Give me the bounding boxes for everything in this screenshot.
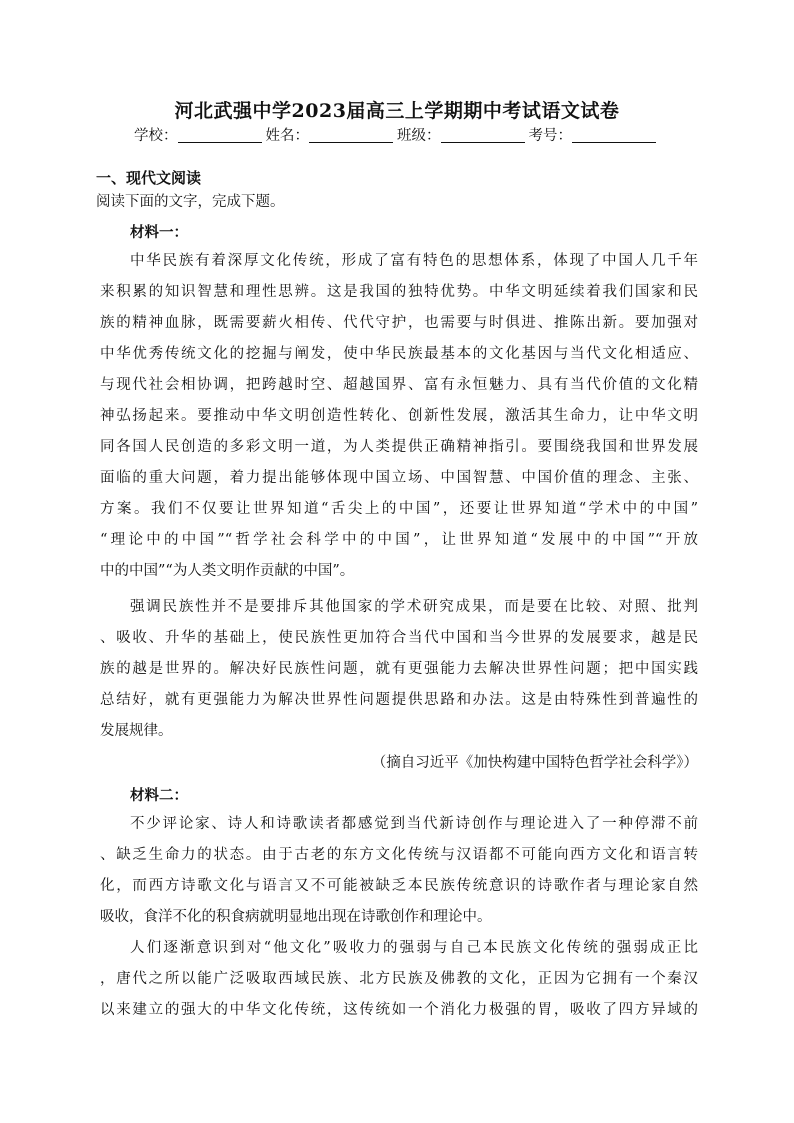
paragraph-line: 面临的重大问题，着力提出能够体现中国立场、中国智慧、中国价值的理念、主张、 [100,470,698,486]
paragraph-line: “理论中的中国”“哲学社会科学中的中国”，让世界知道“发展中的中国”“开放 [100,532,698,548]
class-blank[interactable] [441,128,525,143]
school-label: 学校： [134,128,178,144]
class-label: 班级： [397,128,441,144]
paragraph-line: 总结好，就有更强能力为解决世界性问题提供思路和办法。这是由特殊性到普遍性的 [100,692,698,708]
paragraph-line: 强调民族性并不是要排斥其他国家的学术研究成果，而是要在比较、对照、批判 [130,599,698,615]
paragraph-line: 不少评论家、诗人和诗歌读者都感觉到当代新诗创作与理论进入了一种停滞不前 [130,816,698,832]
citation: （摘自习近平《加快构建中国特色哲学社会科学》） [371,755,698,771]
paragraph-line: 族的越是世界的。解决好民族性问题，就有更强能力去解决世界性问题；把中国实践 [100,661,698,677]
instruction-text: 阅读下面的文字，完成下题。 [96,194,285,210]
paragraph-line: 来积累的知识智慧和理性思辨。这是我国的独特优势。中华文明延续着我们国家和民 [100,284,698,300]
paragraph-line: 中华民族有着深厚文化传统，形成了富有特色的思想体系，体现了中国人几千年 [130,253,698,269]
name-blank[interactable] [309,128,393,143]
paragraph-line: 吸收，食洋不化的积食病就明显地出现在诗歌创作和理论中。 [100,909,492,925]
exam-no-label: 考号： [528,128,572,144]
paragraph-line: 族的精神血脉，既需要薪火相传、代代守护，也需要与时俱进、推陈出新。要加强对 [100,315,698,331]
exam-no-blank[interactable] [572,128,656,143]
paragraph-line: 以来建立的强大的中华文化传统，这传统如一个消化力极强的胃，吸收了四方异域的 [100,1002,698,1018]
name-label: 姓名： [265,128,309,144]
material-one-label: 材料一： [130,225,188,241]
paragraph-line: 、缺乏生命力的状态。由于古老的东方文化传统与汉语都不可能向西方文化和语言转 [100,847,698,863]
student-info-line [0,124,794,145]
paragraph-line: 方案。我们不仅要让世界知道“舌尖上的中国”，还要让世界知道“学术中的中国” [100,501,698,517]
material-two-label: 材料二： [130,788,188,804]
page-title: 河北武强中学2023届高三上学期期中考试语文试卷 [174,100,620,122]
section-heading: 一、现代文阅读 [96,169,202,187]
paragraph-line: 同各国人民创造的多彩文明一道，为人类提供正确精神指引。要围绕我国和世界发展 [100,439,698,455]
school-blank[interactable] [178,128,262,143]
paragraph-line: 神弘扬起来。要推动中华文明创造性转化、创新性发展，激活其生命力，让中华文明 [100,408,698,424]
paragraph-line: 、吸收、升华的基础上，使民族性更加符合当代中国和当今世界的发展要求，越是民 [100,630,698,646]
paragraph-line: 与现代社会相协调，把跨越时空、超越国界、富有永恒魅力、具有当代价值的文化精 [100,377,698,393]
paragraph-line: 化，而西方诗歌文化与语言又不可能被缺乏本民族传统意识的诗歌作者与理论家自然 [100,878,698,894]
paragraph-line: ，唐代之所以能广泛吸取西域民族、北方民族及佛教的文化，正因为它拥有一个秦汉 [100,971,698,987]
paragraph-line: 中华优秀传统文化的挖掘与阐发，使中华民族最基本的文化基因与当代文化相适应、 [100,346,698,362]
paragraph-line: 人们逐渐意识到对“他文化”吸收力的强弱与自己本民族文化传统的强弱成正比 [130,940,698,956]
paragraph-line: 中的中国”“为人类文明作贡献的中国”。 [100,563,355,579]
paragraph-line: 发展规律。 [100,723,173,739]
